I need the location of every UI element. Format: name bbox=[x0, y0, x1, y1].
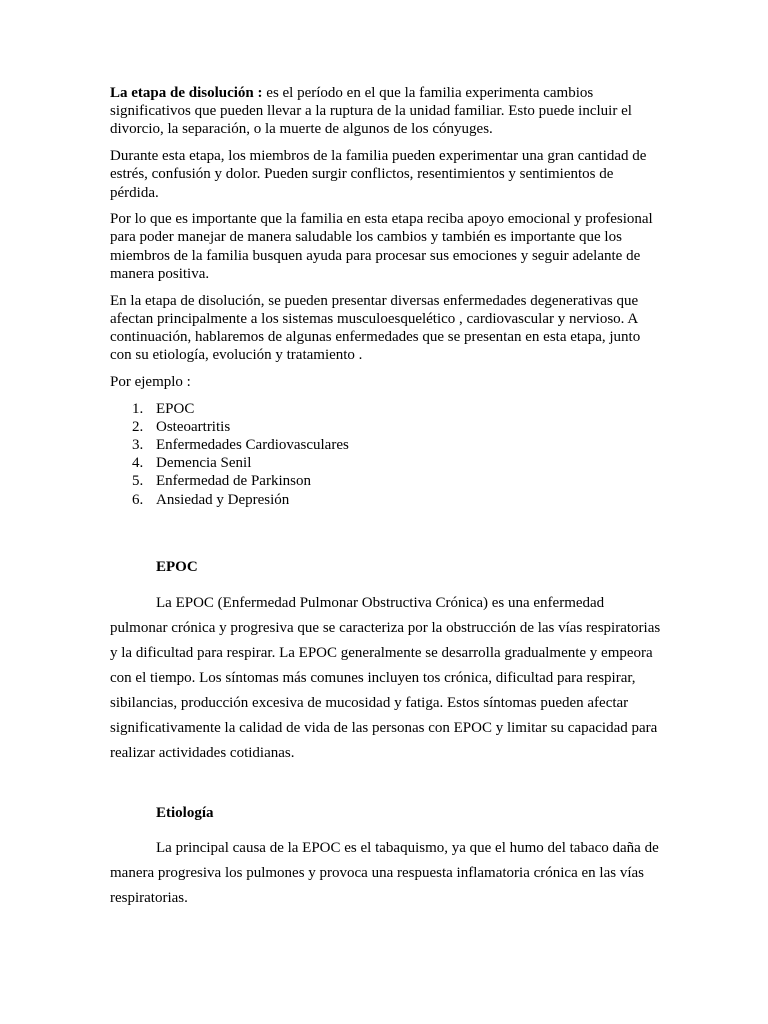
intro-section bbox=[110, 84, 662, 509]
intro-term: La etapa de disolución : bbox=[110, 85, 263, 101]
list-item-number: 2. bbox=[132, 418, 144, 435]
list-item-number: 6. bbox=[132, 491, 144, 508]
list-item-label: Demencia Senil bbox=[156, 455, 252, 472]
intro-paragraph-5: Por ejemplo : bbox=[110, 373, 191, 390]
list-item-label: Osteoartritis bbox=[156, 418, 231, 435]
list-item-label: Enfermedad de Parkinson bbox=[156, 473, 311, 490]
list-item bbox=[110, 454, 662, 472]
intro-paragraph-2: Durante esta etapa, los miembros de la familia pueden experimentar una gran cantidad de estrés, confusión y dolor. Pueden surgir conflictos, resentimientos y sentimientos de pérdida. bbox=[110, 148, 647, 201]
list-item-number: 5. bbox=[132, 473, 144, 490]
intro-paragraph-1 bbox=[110, 84, 662, 139]
list-item bbox=[110, 472, 662, 490]
intro-definition: es el período en el que la familia experimenta cambios significativos que pueden llevar a la ruptura de la unidad familiar. Esto puede incluir el divorcio, la separación, o la muerte de algunos de los cónyuges. bbox=[110, 85, 632, 138]
etiologia-body bbox=[110, 836, 662, 911]
list-item bbox=[110, 400, 662, 418]
epoc-body bbox=[110, 591, 662, 766]
intro-paragraph-4: En la etapa de disolución, se pueden presentar diversas enfermedades degenerativas que afectan principalmente a los sistemas musculoesquelético , cardiovascular y nervioso. A continuación, hablaremos de algunas enfermedades que se presentan en esta etapa, junto con su etiología, evolución y tratamiento . bbox=[110, 292, 641, 364]
epoc-heading: EPOC bbox=[156, 559, 198, 575]
list-item-label: Ansiedad y Depresión bbox=[156, 491, 290, 508]
list-item-number: 1. bbox=[132, 400, 144, 417]
list-item-number: 3. bbox=[132, 436, 144, 453]
list-item-number: 4. bbox=[132, 455, 144, 472]
epoc-body-text: La EPOC (Enfermedad Pulmonar Obstructiva Crónica) es una enfermedad pulmonar crónica y progresiva que se caracteriza por la obstrucción de las vías respiratorias y la dificultad para respirar. La EPOC generalmente se desarrolla gradualmente y empeora con el tiempo. Los síntomas más comunes incluyen tos crónica, dificultad para respirar, sibilancias, producción excesiva de mucosidad y fatiga. Estos síntomas pueden afectar significativamente la calidad de vida de las personas con EPOC y limitar su capacidad para realizar actividades cotidianas. bbox=[110, 595, 661, 761]
disease-list bbox=[110, 400, 662, 509]
list-item-label: EPOC bbox=[156, 400, 195, 417]
etiologia-heading: Etiología bbox=[156, 805, 214, 821]
list-item-label: Enfermedades Cardiovasculares bbox=[156, 436, 349, 453]
etiologia-body-text: La principal causa de la EPOC es el tabaquismo, ya que el humo del tabaco daña de manera progresiva los pulmones y provoca una respuesta inflamatoria crónica en las vías respiratorias. bbox=[110, 840, 659, 906]
list-item bbox=[110, 491, 662, 509]
list-item bbox=[110, 436, 662, 454]
list-item bbox=[110, 418, 662, 436]
intro-paragraph-3: Por lo que es importante que la familia en esta etapa reciba apoyo emocional y profesional para poder manejar de manera saludable los cambios y también es importante que los miembros de la familia busquen ayuda para procesar sus emociones y seguir adelante de manera positiva. bbox=[110, 211, 653, 282]
